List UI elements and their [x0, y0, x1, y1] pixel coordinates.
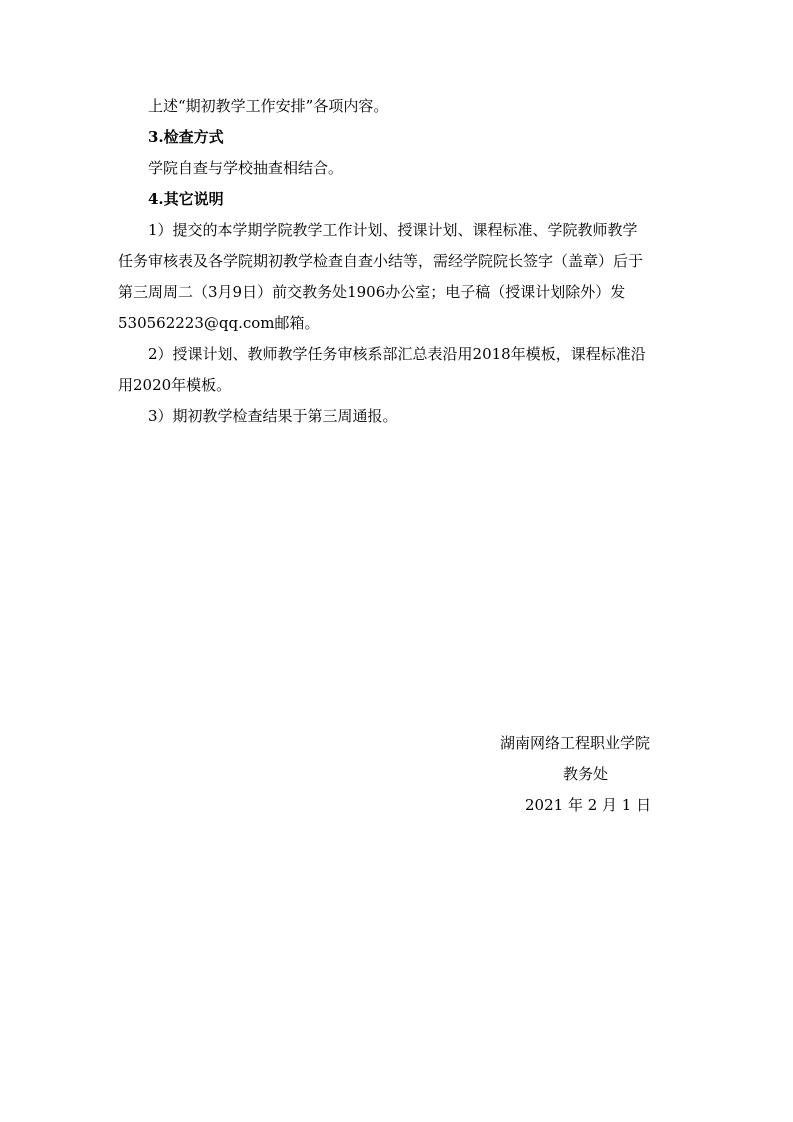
note-1-line-3: 第三周周二（3月9日）前交教务处1906办公室；电子稿（授课计划除外）发	[118, 283, 626, 301]
note-1-line-4-email: 530562223@qq.com邮箱。	[118, 314, 320, 332]
note-3-line-1: 3）期初教学检查结果于第三周通报。	[148, 407, 398, 425]
signature-institution: 湖南网络工程职业学院	[500, 734, 651, 752]
section-heading-other-notes: 4.其它说明	[148, 190, 224, 208]
paragraph-line-2: 学院自查与学校抽查相结合。	[148, 159, 344, 177]
note-2-line-2: 用2020年模板。	[118, 376, 232, 394]
note-1-line-1: 1）提交的本学期学院教学工作计划、授课计划、课程标准、学院教师教学	[148, 221, 638, 239]
note-1-line-2: 任务审核表及各学院期初教学检查自查小结等，需经学院院长签字（盖章）后于	[118, 252, 644, 270]
signature-date: 2021 年 2 月 1 日	[525, 796, 652, 814]
section-heading-inspection-method: 3.检查方式	[148, 128, 224, 146]
paragraph-line-1: 上述“期初教学工作安排”各项内容。	[148, 97, 389, 115]
signature-office: 教务处	[563, 765, 609, 783]
note-2-line-1: 2）授课计划、教师教学任务审核系部汇总表沿用2018年模板，课程标准沿	[148, 345, 646, 363]
